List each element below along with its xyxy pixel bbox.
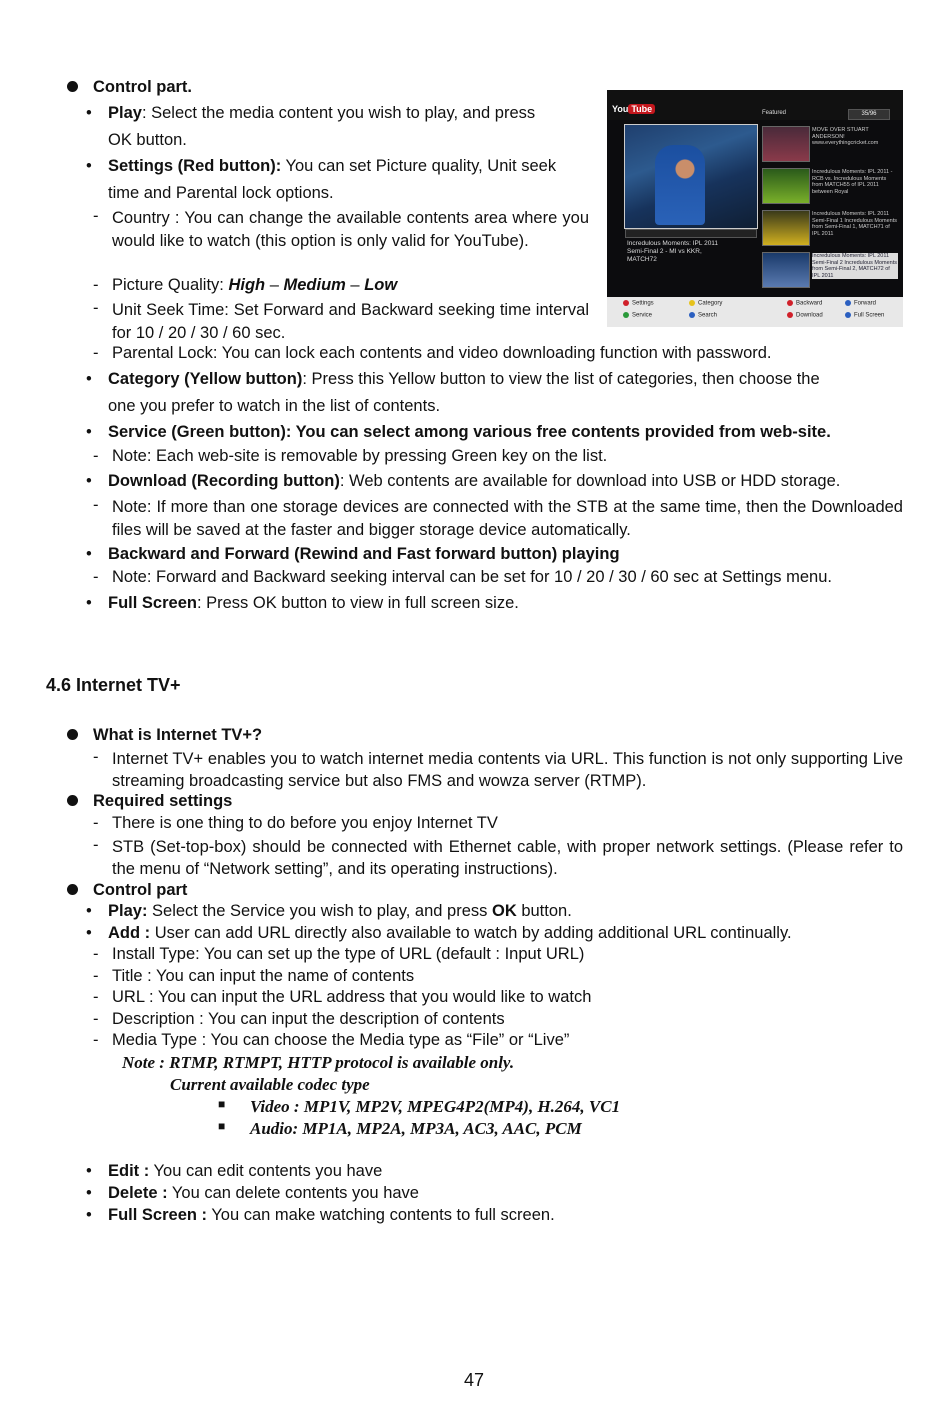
country-item: Country : You can change the available contents area where you would like to watch (this option is only valid for YouTube).	[112, 209, 589, 250]
list-item-text: Incredulous Moments: IPL 2011 Semi-Final 1 Incredulous Moments from Semi-Final 1, MATCH71 of IPL 2011	[812, 211, 897, 237]
video-preview	[624, 124, 758, 229]
bullet: •	[86, 104, 92, 122]
service-note: Note: Each web-site is removable by pressing Green key on the list.	[112, 447, 608, 465]
add-item: Add : User can add URL directly also available to watch by adding additional URL continually.	[108, 924, 792, 942]
section-title: 4.6 Internet TV+	[46, 675, 181, 695]
settings-item: Settings (Red button): You can set Picture quality, Unit seek	[108, 157, 557, 175]
list-item-text: Incredulous Moments: IPL 2011 Semi-Final 2 Incredulous Moments from Semi-Final 2, MATCH72 of IPL 2011	[812, 253, 897, 279]
cricket-player-image	[655, 145, 705, 225]
dash: -	[93, 299, 99, 317]
picture-quality-item: Picture Quality: High – Medium – Low	[112, 276, 398, 294]
dash: -	[93, 836, 99, 854]
service-item: Service (Green button): You can select among various free contents provided from web-site.	[108, 423, 831, 441]
dash: -	[93, 1031, 99, 1049]
bullet: •	[86, 545, 92, 563]
required-1: There is one thing to do before you enjoy Internet TV	[112, 814, 498, 832]
delete-item: Delete : You can delete contents you have	[108, 1184, 419, 1202]
key-service: Service	[623, 312, 652, 319]
dash: -	[93, 988, 99, 1006]
dash: -	[93, 748, 99, 766]
key-settings: Settings	[623, 300, 654, 307]
codec-heading: Current available codec type	[170, 1075, 370, 1094]
list-item-text: MOVE OVER STUART ANDERSON! www.everythingcricket.com	[812, 127, 879, 147]
list-item-text: Incredulous Moments: IPL 2011 - RCB vs. Incredulous Moments from MATCH55 of IPL 2011 between Royal	[812, 169, 893, 195]
key-search: Search	[689, 312, 717, 319]
dash: -	[93, 344, 99, 362]
bullet: •	[86, 902, 92, 920]
page-counter: 35/96	[848, 109, 890, 120]
dash: -	[93, 568, 99, 586]
description-field: Description : You can input the description of contents	[112, 1010, 505, 1028]
bullet-dot	[67, 884, 78, 895]
download-note: Note: If more than one storage devices are connected with the STB at the same time, then the Downloaded files will be saved at the faster and bigger storage device automatically.	[112, 498, 903, 539]
play-item2: Play: Select the Service you wish to play, and press OK button.	[108, 902, 572, 920]
list-item	[760, 208, 900, 248]
dash: -	[93, 447, 99, 465]
key-download: Download	[787, 312, 823, 319]
bullet: •	[86, 1206, 92, 1224]
key-fullscreen: Full Screen	[845, 312, 884, 319]
install-type: Install Type: You can set up the type of URL (default : Input URL)	[112, 945, 585, 963]
thumbnail	[762, 210, 810, 246]
bullet: •	[86, 423, 92, 441]
square-bullet: ■	[218, 1119, 226, 1133]
control-heading: Control part.	[93, 78, 192, 96]
key-forward: Forward	[845, 300, 876, 307]
required-2: STB (Set-top-box) should be connected with Ethernet cable, with proper network settings. (Please refer to the menu of “Network setting”, and its operating instructions).	[112, 838, 903, 878]
bullet: •	[86, 594, 92, 612]
play-item: Play: Select the media content you wish to play, and press	[108, 104, 536, 122]
key-category: Category	[689, 300, 722, 307]
bullet: •	[86, 370, 92, 388]
category-item: Category (Yellow button): Press this Yellow button to view the list of categories, then choose the	[108, 370, 820, 388]
thumbnail	[762, 252, 810, 288]
video-list	[760, 124, 900, 294]
dash: -	[93, 496, 99, 514]
what-heading: What is Internet TV+?	[93, 726, 263, 744]
bullet-dot	[67, 729, 78, 740]
edit-item: Edit : You can edit contents you have	[108, 1162, 383, 1180]
download-item: Download (Recording button): Web contents are available for download into USB or HDD storage.	[108, 472, 841, 490]
list-item-selected	[760, 250, 900, 290]
video-codecs: Video : MP1V, MP2V, MPEG4P2(MP4), H.264, VC1	[250, 1097, 621, 1116]
unit-seek-item: Unit Seek Time: Set Forward and Backward seeking time interval for 10 / 20 / 30 / 60 sec.	[112, 301, 589, 342]
dash: -	[93, 1010, 99, 1028]
youtube-screenshot	[607, 90, 903, 327]
fullscreen-item2: Full Screen : You can make watching contents to full screen.	[108, 1206, 555, 1224]
bf-note: Note: Forward and Backward seeking interval can be set for 10 / 20 / 30 / 60 sec at Settings menu.	[112, 568, 832, 586]
thumbnail	[762, 126, 810, 162]
page-number: 47	[464, 1370, 485, 1390]
bf-item: Backward and Forward (Rewind and Fast forward button) playing	[108, 545, 620, 563]
playback-bar	[625, 229, 757, 238]
parental-item: Parental Lock: You can lock each contents and video downloading function with password.	[112, 344, 772, 362]
media-type-field: Media Type : You can choose the Media type as “File” or “Live”	[112, 1031, 570, 1049]
category-item-cont: one you prefer to watch in the list of contents.	[108, 397, 441, 415]
fullscreen-item: Full Screen: Press OK button to view in full screen size.	[108, 594, 519, 612]
bullet: •	[86, 472, 92, 490]
key-legend	[607, 297, 903, 327]
key-backward: Backward	[787, 300, 822, 307]
featured-label: Featured	[762, 110, 787, 116]
title-field: Title : You can input the name of contents	[112, 967, 415, 985]
bullet: •	[86, 1184, 92, 1202]
url-field: URL : You can input the URL address that you would like to watch	[112, 988, 592, 1006]
play-item-cont: OK button.	[108, 131, 187, 149]
bullet: •	[86, 924, 92, 942]
settings-item-cont: time and Parental lock options.	[108, 184, 334, 202]
what-text: Internet TV+ enables you to watch internet media contents via URL. This function is not only supporting Live streaming broadcasting service but also FMS and wowza server (RTMP).	[112, 750, 903, 790]
audio-codecs: Audio: MP1A, MP2A, MP3A, AC3, AAC, PCM	[250, 1119, 582, 1138]
ctrl-heading: Control part	[93, 881, 188, 899]
bullet: •	[86, 157, 92, 175]
list-item	[760, 124, 900, 164]
youtube-logo: You Tube	[612, 104, 655, 114]
video-caption: Incredulous Moments: IPL 2011 Semi-Final 2 - MI vs KKR, MATCH72	[627, 240, 719, 264]
dash: -	[93, 967, 99, 985]
required-heading: Required settings	[93, 792, 233, 810]
dash: -	[93, 814, 99, 832]
protocol-note: Note : RTMP, RTMPT, HTTP protocol is available only.	[122, 1053, 515, 1072]
bullet: •	[86, 1162, 92, 1180]
dash: -	[93, 276, 99, 294]
bullet-dot	[67, 81, 78, 92]
thumbnail	[762, 168, 810, 204]
dash: -	[93, 207, 99, 225]
list-item	[760, 166, 900, 206]
dash: -	[93, 945, 99, 963]
square-bullet: ■	[218, 1097, 226, 1111]
bullet-dot	[67, 795, 78, 806]
